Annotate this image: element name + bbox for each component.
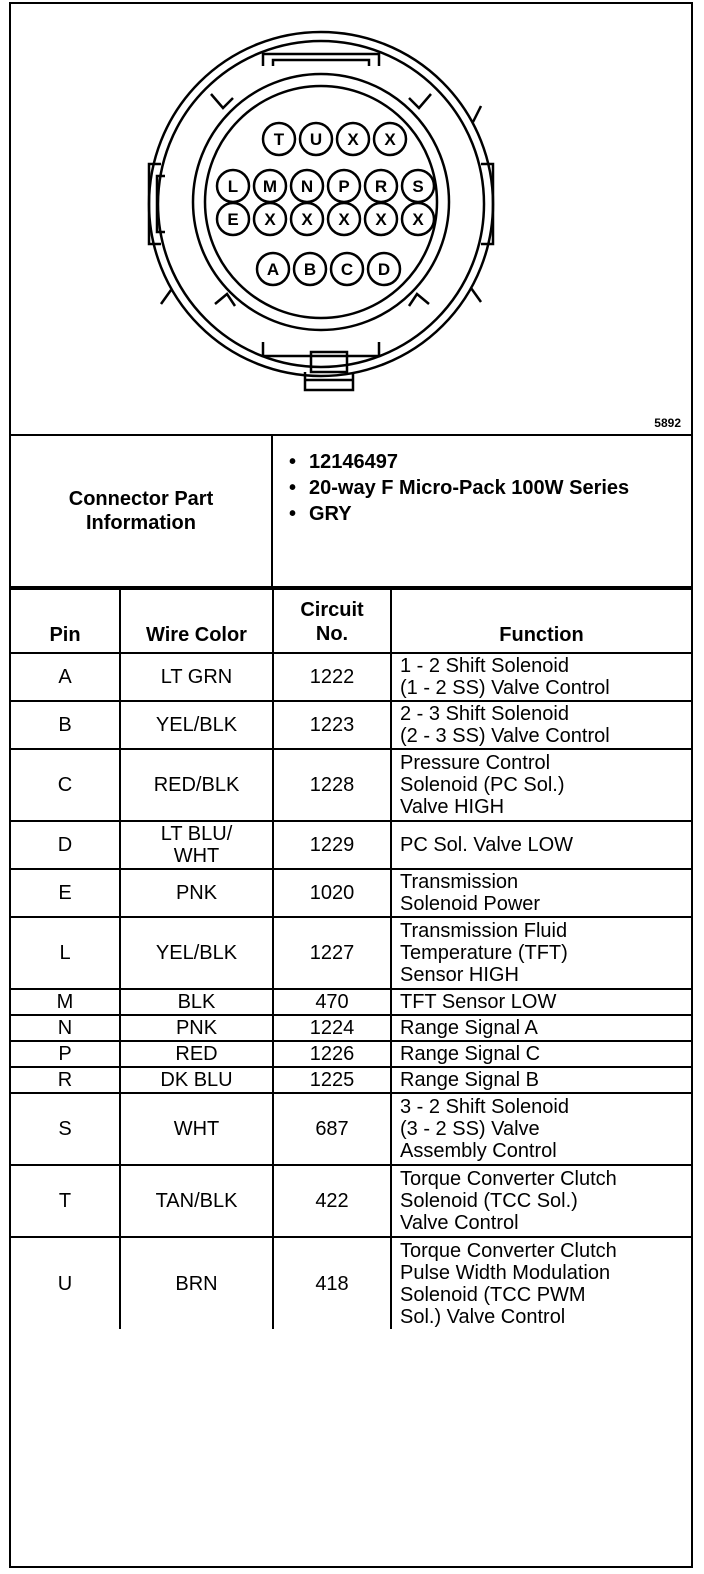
pin-cell: T: [11, 1165, 120, 1237]
circuit-cell: 1020: [273, 869, 391, 917]
function-cell: [391, 653, 691, 701]
connector-info-list: [273, 436, 691, 586]
pin-label: X: [338, 210, 350, 229]
connector-face-drawing: [11, 4, 691, 436]
circuit-cell: 1224: [273, 1015, 391, 1041]
function-cell: [391, 1067, 691, 1093]
function-line: 1 - 2 Shift Solenoid: [400, 655, 569, 677]
table-header-row: [11, 589, 691, 653]
pin-label: A: [266, 260, 280, 279]
function-line: (1 - 2 SS) Valve Control: [400, 677, 610, 699]
bottom-latch: [263, 342, 379, 356]
wire-color-line: PNK: [175, 1017, 218, 1039]
wire-color-line: BLK: [177, 991, 216, 1013]
circuit-cell: 422: [273, 1165, 391, 1237]
pin-label: T: [273, 130, 285, 149]
function-cell: [391, 1041, 691, 1067]
pin-cell: M: [11, 989, 120, 1015]
pin-label: P: [338, 177, 350, 196]
pin-cell: D: [11, 821, 120, 869]
notch-top-right: [409, 94, 431, 108]
pin-cell: E: [11, 869, 120, 917]
pin-label: U: [309, 130, 323, 149]
pin-cavity-l: [217, 170, 249, 202]
table-row: [11, 821, 691, 869]
function-line: Range Signal C: [400, 1043, 541, 1065]
wire-color-line: YEL/BLK: [155, 714, 238, 736]
wire-color-cell: [120, 869, 273, 917]
notch-bottom-right: [409, 294, 429, 306]
function-cell: [391, 869, 691, 917]
circuit-cell: 1228: [273, 749, 391, 821]
header-pin: Pin: [11, 589, 120, 653]
circuit-cell: 1225: [273, 1067, 391, 1093]
function-line: Solenoid Power: [400, 893, 541, 915]
wire-color-line: LT BLU/: [160, 823, 233, 845]
function-line: Torque Converter Clutch: [400, 1239, 617, 1262]
header-circuit-no: [273, 589, 391, 653]
pin-cavity-x: [402, 203, 434, 235]
function-line: Valve HIGH: [400, 796, 505, 818]
pin-cavity-r: [365, 170, 397, 202]
pinout-table: [11, 588, 691, 1329]
wire-color-cell: [120, 1237, 273, 1329]
wire-color-cell: [120, 989, 273, 1015]
pin-cell: S: [11, 1093, 120, 1165]
connector-type: • 20-way F Micro-Pack 100W Series: [309, 476, 681, 500]
pin-cavity-x: [291, 203, 323, 235]
function-line: Pressure Control: [400, 752, 551, 774]
pin-cavity-b: [294, 253, 326, 285]
function-line: Transmission Fluid: [400, 920, 568, 942]
function-line: Sol.) Valve Control: [400, 1305, 566, 1328]
function-cell: [391, 1015, 691, 1041]
pin-cavity-u: [300, 123, 332, 155]
connector-outer-shell: [149, 32, 493, 376]
pin-cavities: [217, 123, 434, 285]
connector-color: • GRY: [309, 502, 681, 526]
pin-cavity-m: [254, 170, 286, 202]
connector-part-info: [11, 436, 691, 588]
pin-cavity-s: [402, 170, 434, 202]
pin-cavity-x: [337, 123, 369, 155]
function-line: Solenoid (TCC Sol.): [400, 1190, 578, 1212]
table-row: [11, 701, 691, 749]
wire-color-line: TAN/BLK: [155, 1190, 238, 1212]
table-row: [11, 989, 691, 1015]
header-circuit-line2: No.: [315, 623, 349, 645]
function-line: TFT Sensor LOW: [400, 991, 557, 1013]
connector-info-label: [11, 436, 273, 586]
pin-cell: C: [11, 749, 120, 821]
function-line: 2 - 3 Shift Solenoid: [400, 703, 569, 725]
wire-color-cell: [120, 821, 273, 869]
function-cell: [391, 1093, 691, 1165]
function-line: Solenoid (TCC PWM: [400, 1283, 586, 1306]
connector-diagram: [11, 4, 691, 436]
wire-color-line: BRN: [175, 1272, 218, 1295]
function-line: Assembly Control: [400, 1140, 557, 1162]
connector-info-label-line1: Connector Part: [68, 488, 214, 510]
circuit-cell: 470: [273, 989, 391, 1015]
function-line: Temperature (TFT): [400, 942, 568, 964]
pin-label: B: [303, 260, 317, 279]
pin-cavity-x: [254, 203, 286, 235]
pin-cell: U: [11, 1237, 120, 1329]
pin-cavity-d: [368, 253, 400, 285]
wire-color-cell: [120, 917, 273, 989]
pin-cavity-e: [217, 203, 249, 235]
circuit-cell: 1223: [273, 701, 391, 749]
pin-cavity-t: [263, 123, 295, 155]
pin-label: N: [300, 177, 314, 196]
pin-cavity-x: [328, 203, 360, 235]
figure-number: 5892: [654, 416, 681, 430]
wire-color-cell: [120, 749, 273, 821]
circuit-cell: 1222: [273, 653, 391, 701]
wire-color-line: PNK: [175, 882, 218, 904]
pin-label: X: [384, 130, 396, 149]
pin-label: X: [412, 210, 424, 229]
header-wire-color: Wire Color: [120, 589, 273, 653]
pin-cavity-a: [257, 253, 289, 285]
table-row: [11, 917, 691, 989]
wire-color-cell: [120, 1041, 273, 1067]
wire-color-line: WHT: [173, 1118, 220, 1140]
function-line: (3 - 2 SS) Valve: [400, 1118, 540, 1140]
pin-label: E: [227, 210, 239, 229]
wire-color-cell: [120, 701, 273, 749]
table-row: [11, 1093, 691, 1165]
circuit-cell: 687: [273, 1093, 391, 1165]
notch-bottom-left: [215, 294, 235, 306]
wire-color-line: RED: [175, 1043, 218, 1065]
header-function: Function: [391, 589, 691, 653]
pin-cavity-x: [365, 203, 397, 235]
function-line: PC Sol. Valve LOW: [400, 834, 574, 856]
function-cell: [391, 1165, 691, 1237]
pin-cell: L: [11, 917, 120, 989]
pin-label: X: [301, 210, 313, 229]
pin-label: S: [412, 177, 424, 196]
function-cell: [391, 749, 691, 821]
function-line: Range Signal B: [400, 1069, 539, 1091]
function-cell: [391, 701, 691, 749]
wire-color-cell: [120, 1093, 273, 1165]
function-line: Sensor HIGH: [400, 964, 519, 986]
wire-color-cell: [120, 1067, 273, 1093]
function-cell: [391, 821, 691, 869]
connector-info-label-line2: Information: [86, 512, 196, 534]
pin-cell: A: [11, 653, 120, 701]
pin-cavity-n: [291, 170, 323, 202]
pin-cavity-p: [328, 170, 360, 202]
pin-cavity-x: [374, 123, 406, 155]
notch-top-left: [211, 94, 233, 108]
circuit-cell: 418: [273, 1237, 391, 1329]
function-line: Torque Converter Clutch: [400, 1168, 617, 1190]
pin-label: L: [227, 177, 239, 196]
table-row: [11, 1165, 691, 1237]
function-line: (2 - 3 SS) Valve Control: [400, 725, 610, 747]
function-line: Range Signal A: [400, 1017, 538, 1039]
wire-color-line: RED/BLK: [153, 774, 240, 796]
pin-label: X: [347, 130, 359, 149]
pin-label: C: [340, 260, 354, 279]
table-row: [11, 653, 691, 701]
circuit-cell: 1226: [273, 1041, 391, 1067]
table-row: [11, 1041, 691, 1067]
table-row: [11, 1237, 691, 1329]
wire-color-cell: [120, 1015, 273, 1041]
pin-label: D: [377, 260, 391, 279]
pin-cell: R: [11, 1067, 120, 1093]
function-line: Solenoid (PC Sol.): [400, 774, 565, 796]
part-number: • 12146497: [309, 450, 681, 474]
function-line: 3 - 2 Shift Solenoid: [400, 1096, 569, 1118]
table-row: [11, 1067, 691, 1093]
pin-label: R: [374, 177, 388, 196]
pin-label: X: [264, 210, 276, 229]
pinout-table-body: [11, 653, 691, 1329]
table-row: [11, 1015, 691, 1041]
wire-color-line: YEL/BLK: [155, 942, 238, 964]
table-row: [11, 869, 691, 917]
connector-sheet: [9, 2, 693, 1568]
function-cell: [391, 1237, 691, 1329]
circuit-cell: 1229: [273, 821, 391, 869]
wire-color-cell: [120, 653, 273, 701]
wire-color-line: DK BLU: [160, 1069, 233, 1091]
pin-label: M: [262, 177, 278, 196]
function-line: Transmission: [400, 871, 519, 893]
pin-cell: P: [11, 1041, 120, 1067]
circuit-cell: 1227: [273, 917, 391, 989]
function-line: Pulse Width Modulation: [400, 1261, 611, 1284]
header-circuit-line1: Circuit: [300, 599, 364, 621]
wire-color-cell: [120, 1165, 273, 1237]
table-row: [11, 749, 691, 821]
wire-color-line: WHT: [173, 845, 220, 867]
pin-cavity-c: [331, 253, 363, 285]
wire-color-line: LT GRN: [160, 666, 233, 688]
function-cell: [391, 917, 691, 989]
function-line: Valve Control: [400, 1212, 519, 1234]
pin-label: X: [375, 210, 387, 229]
connector-insert: [205, 86, 437, 318]
pin-cell: N: [11, 1015, 120, 1041]
function-cell: [391, 989, 691, 1015]
pin-cell: B: [11, 701, 120, 749]
